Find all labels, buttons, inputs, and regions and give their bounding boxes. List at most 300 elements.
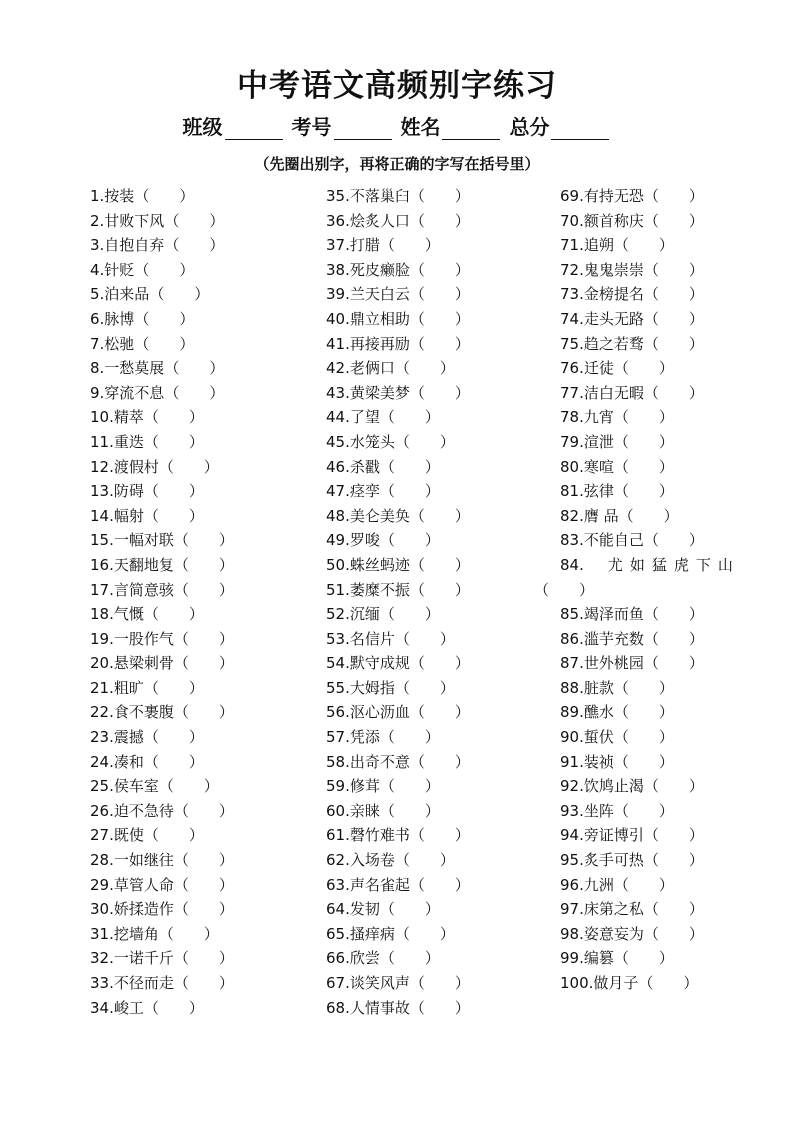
exercise-word: 83.不能自己 — [560, 531, 644, 550]
answer-parentheses[interactable]: （ ） — [149, 285, 210, 304]
exercise-word: 12.渡假村 — [90, 457, 159, 476]
answer-parentheses[interactable]: （ ） — [158, 777, 219, 796]
answer-parentheses[interactable]: （ ） — [173, 974, 234, 992]
exercise-word: 71.追朔 — [560, 236, 614, 255]
exercise-word: 60.亲睐 — [326, 801, 380, 820]
exercise-word: 99.编篡 — [560, 949, 614, 968]
answer-parentheses[interactable]: （ ） — [409, 974, 470, 992]
exercise-item — [326, 356, 556, 381]
answer-parentheses[interactable]: （ ） — [143, 605, 204, 624]
answer-parentheses[interactable]: （ ） — [173, 875, 234, 894]
answer-parentheses[interactable]: （ ） — [143, 752, 204, 771]
score-blank[interactable] — [551, 119, 609, 140]
answer-parentheses[interactable]: （ ） — [643, 851, 704, 870]
exercise-item — [326, 528, 556, 553]
answer-parentheses[interactable]: （ ） — [143, 506, 204, 525]
answer-parentheses[interactable]: （ ） — [409, 285, 470, 304]
answer-parentheses[interactable]: （ ） — [173, 580, 234, 599]
answer-parentheses[interactable]: （ ） — [613, 482, 674, 501]
exercise-item — [560, 725, 790, 750]
exercise-item — [560, 233, 790, 258]
exercise-word: 22.食不裹腹 — [90, 703, 174, 722]
exercise-word: 38.死皮癞脸 — [326, 260, 410, 279]
answer-parentheses[interactable]: （ ） — [143, 408, 204, 427]
exercise-item — [90, 578, 320, 603]
exercise-word: 29.草管人命 — [90, 875, 174, 894]
exercise-word: 86.滥芋充数 — [560, 629, 644, 648]
exercise-item — [90, 996, 320, 1021]
exercise-word: 65.搔痒病 — [326, 924, 395, 943]
answer-parentheses[interactable]: （ ） — [164, 236, 225, 255]
answer-parentheses[interactable]: （ ） — [643, 285, 704, 304]
exercise-item — [560, 602, 790, 627]
exercise-word: 41.再接再励 — [326, 334, 410, 353]
exercise-item — [326, 774, 556, 799]
exercise-item — [326, 996, 556, 1021]
answer-parentheses[interactable]: （ ） — [379, 236, 440, 255]
exercise-word: 35.不落巢臼 — [326, 187, 410, 205]
exercise-word: 1.按装 — [90, 187, 135, 205]
answer-parentheses[interactable]: （ ） — [143, 728, 204, 747]
exercise-word: 97.床第之私 — [560, 900, 644, 919]
answer-parentheses[interactable]: （ ） — [173, 531, 234, 550]
exercise-word: 98.姿意妄为 — [560, 924, 644, 943]
answer-parentheses[interactable]: （ ） — [173, 949, 234, 968]
exercise-item — [560, 307, 790, 332]
answer-parentheses[interactable]: （ ） — [143, 482, 204, 501]
answer-parentheses[interactable]: （ ） — [379, 900, 440, 919]
exercise-word: 49.罗唆 — [326, 531, 380, 550]
exercise-item — [90, 676, 320, 701]
exercise-word: 7.松驰 — [90, 334, 135, 353]
exercise-item — [90, 258, 320, 283]
answer-parentheses[interactable]: （ ） — [409, 998, 470, 1017]
exercise-item — [326, 332, 556, 357]
exercise-item — [90, 750, 320, 775]
exercise-item — [560, 627, 790, 652]
answer-parentheses[interactable]: （ ） — [173, 801, 234, 820]
answer-parentheses[interactable]: （ ） — [379, 531, 440, 550]
exercise-item — [90, 528, 320, 553]
answer-parentheses[interactable]: （ ） — [173, 900, 234, 919]
exercise-word: 74.走头无路 — [560, 309, 644, 328]
exercise-word: 32.一诺千斤 — [90, 949, 174, 968]
answer-parentheses[interactable]: （ ） — [409, 309, 470, 328]
exercise-item — [90, 184, 320, 209]
answer-parentheses[interactable]: （ ） — [173, 654, 234, 673]
exercise-item — [560, 405, 790, 430]
exercise-item — [560, 823, 790, 848]
exercise-word: 55.大姆指 — [326, 678, 395, 697]
answer-parentheses[interactable]: （ ） — [379, 605, 440, 624]
answer-parentheses[interactable]: （ ） — [173, 851, 234, 870]
exercise-item — [90, 209, 320, 234]
answer-parentheses[interactable]: （ ） — [534, 580, 595, 599]
answer-parentheses[interactable]: （ ） — [394, 851, 455, 870]
exercise-word: 28.一如继往 — [90, 851, 174, 870]
answer-parentheses[interactable]: （ ） — [409, 506, 470, 525]
exercise-item — [326, 750, 556, 775]
exercise-word: 52.沉缅 — [326, 605, 380, 624]
exercise-word: 47.痉孪 — [326, 482, 380, 501]
exercise-word: 53.名信片 — [326, 629, 395, 648]
exercise-word: 42.老俩口 — [326, 359, 395, 378]
exercise-item — [326, 823, 556, 848]
exercise-item — [560, 774, 790, 799]
answer-parentheses-line — [534, 578, 790, 603]
exercise-item — [90, 233, 320, 258]
exercise-item — [326, 209, 556, 234]
answer-parentheses[interactable]: （ ） — [613, 457, 674, 476]
exercise-word: 37.打腊 — [326, 236, 380, 255]
answer-parentheses[interactable]: （ ） — [638, 974, 699, 992]
answer-parentheses[interactable]: （ ） — [158, 924, 219, 943]
answer-parentheses[interactable]: （ ） — [143, 678, 204, 697]
exercise-item — [560, 873, 790, 898]
answer-parentheses[interactable]: （ ） — [613, 678, 674, 697]
answer-parentheses[interactable]: （ ） — [409, 875, 470, 894]
exercise-word: 40.鼎立相助 — [326, 309, 410, 328]
answer-parentheses[interactable]: （ ） — [613, 703, 674, 722]
exercise-word: 26.迫不急待 — [90, 801, 174, 820]
exercise-item — [326, 455, 556, 480]
exercise-word: 5.泊来品 — [90, 285, 150, 304]
exercise-item — [90, 553, 320, 578]
answer-parentheses[interactable]: （ ） — [394, 432, 455, 451]
exercise-item — [560, 946, 790, 971]
answer-parentheses[interactable]: （ ） — [379, 482, 440, 501]
exercise-item — [560, 971, 790, 996]
answer-parentheses[interactable]: （ ） — [643, 826, 704, 845]
answer-parentheses[interactable]: （ ） — [379, 801, 440, 820]
answer-parentheses[interactable]: （ ） — [613, 408, 674, 427]
exercise-word: 54.默守成规 — [326, 654, 410, 673]
exercise-item — [326, 405, 556, 430]
exercise-item — [326, 873, 556, 898]
answer-parentheses[interactable]: （ ） — [409, 752, 470, 771]
answer-parentheses[interactable]: （ ） — [643, 777, 704, 796]
exercise-item — [326, 479, 556, 504]
exercise-item — [326, 700, 556, 725]
answer-parentheses[interactable]: （ ） — [134, 309, 195, 328]
exercise-word: 73.金榜提名 — [560, 285, 644, 304]
column-3 — [534, 184, 790, 996]
answer-parentheses[interactable]: （ ） — [143, 432, 204, 451]
exercise-word: 79.渲泄 — [560, 432, 614, 451]
answer-parentheses[interactable]: （ ） — [409, 211, 470, 230]
exercise-item — [326, 725, 556, 750]
answer-parentheses[interactable]: （ ） — [643, 334, 704, 353]
exercise-word: 16.天翻地复 — [90, 555, 174, 574]
exercise-item — [560, 799, 790, 824]
answer-parentheses[interactable]: （ ） — [134, 260, 195, 279]
exam-no-label: 考号 — [291, 115, 332, 139]
exercise-item — [560, 528, 790, 553]
exercise-item — [326, 258, 556, 283]
exercise-word: 14.幅射 — [90, 506, 144, 525]
answer-parentheses[interactable]: （ ） — [379, 777, 440, 796]
exercise-word: 77.洁白无暇 — [560, 383, 644, 402]
exercise-item — [326, 848, 556, 873]
exercise-word: 70.额首称庆 — [560, 211, 644, 230]
exercise-word: 24.凑和 — [90, 752, 144, 771]
answer-parentheses[interactable]: （ ） — [643, 654, 704, 673]
exercise-item — [326, 602, 556, 627]
answer-parentheses[interactable]: （ ） — [158, 457, 219, 476]
exercise-item — [90, 504, 320, 529]
exercise-word: 96.九洲 — [560, 875, 614, 894]
exercise-item — [560, 897, 790, 922]
exercise-word: 57.凭添 — [326, 728, 380, 747]
answer-parentheses[interactable]: （ ） — [409, 187, 470, 205]
exercise-word: 72.鬼鬼崇崇 — [560, 260, 644, 279]
exercise-item — [90, 971, 320, 996]
instruction: （先圈出别字，再将正确的字写在括号里） — [254, 155, 540, 173]
exercise-word: 44.了望 — [326, 408, 380, 427]
exercise-item — [326, 553, 556, 578]
exercise-item — [560, 258, 790, 283]
answer-parentheses[interactable]: （ ） — [613, 949, 674, 968]
exercise-item — [326, 946, 556, 971]
answer-parentheses[interactable]: （ ） — [409, 703, 470, 722]
answer-parentheses[interactable]: （ ） — [379, 728, 440, 747]
answer-parentheses[interactable]: （ ） — [613, 728, 674, 747]
answer-parentheses[interactable]: （ ） — [643, 900, 704, 919]
exercise-word: 66.欣尝 — [326, 949, 380, 968]
exercise-word: 88.脏款 — [560, 678, 614, 697]
name-label: 姓名 — [400, 115, 441, 139]
score-label: 总分 — [509, 115, 550, 139]
exercise-item — [90, 823, 320, 848]
exercise-word: 4.针贬 — [90, 260, 135, 279]
exercise-word: 100.做月子 — [560, 974, 639, 992]
exam-no-blank[interactable] — [334, 119, 392, 140]
answer-parentheses[interactable]: （ ） — [379, 408, 440, 427]
exercise-item — [326, 233, 556, 258]
answer-parentheses[interactable]: （ ） — [394, 924, 455, 943]
exercise-word: 19.一股作气 — [90, 629, 174, 648]
answer-parentheses[interactable]: （ ） — [143, 826, 204, 845]
exercise-item — [90, 627, 320, 652]
exercise-item — [90, 922, 320, 947]
exercise-word: 94.旁证博引 — [560, 826, 644, 845]
exercise-item — [90, 799, 320, 824]
exercise-word: 9.穿流不息 — [90, 383, 165, 402]
exercise-item — [326, 504, 556, 529]
page-title: 中考语文高频别字练习 — [237, 68, 557, 104]
exercise-word: 64.发韧 — [326, 900, 380, 919]
exercise-item — [90, 774, 320, 799]
answer-parentheses[interactable]: （ ） — [134, 334, 195, 353]
answer-parentheses[interactable]: （ ） — [643, 309, 704, 328]
answer-parentheses[interactable]: （ ） — [643, 187, 704, 205]
exercise-word: 30.娇揉造作 — [90, 900, 174, 919]
exercise-item — [90, 282, 320, 307]
exercise-word: 23.震撼 — [90, 728, 144, 747]
answer-parentheses[interactable]: （ ） — [613, 432, 674, 451]
student-info-line — [0, 111, 794, 140]
exercise-word: 17.言简意骇 — [90, 580, 174, 599]
exercise-item — [326, 676, 556, 701]
answer-parentheses[interactable]: （ ） — [618, 506, 679, 525]
answer-parentheses[interactable]: （ ） — [613, 359, 674, 378]
exercise-item — [560, 700, 790, 725]
answer-parentheses[interactable]: （ ） — [613, 801, 674, 820]
answer-parentheses[interactable]: （ ） — [409, 654, 470, 673]
answer-parentheses[interactable]: （ ） — [409, 580, 470, 599]
answer-parentheses[interactable]: （ ） — [173, 703, 234, 722]
exercise-item — [326, 627, 556, 652]
answer-parentheses[interactable]: （ ） — [409, 260, 470, 279]
exercise-item — [90, 455, 320, 480]
exercise-word: 48.美仑美奂 — [326, 506, 410, 525]
exercise-item — [560, 184, 790, 209]
exercise-item — [560, 332, 790, 357]
exercise-item — [560, 676, 790, 701]
exercise-word: 51.萎糜不振 — [326, 580, 410, 599]
exercise-word: 82.膺 品 — [560, 506, 619, 525]
answer-parentheses[interactable]: （ ） — [164, 359, 225, 378]
answer-parentheses[interactable]: （ ） — [643, 924, 704, 943]
exercise-word: 6.脉博 — [90, 309, 135, 328]
exercise-word: 85.竭泽而鱼 — [560, 605, 644, 624]
exercise-word: 18.气慨 — [90, 605, 144, 624]
exercise-word: 93.坐阵 — [560, 801, 614, 820]
answer-parentheses[interactable]: （ ） — [394, 629, 455, 648]
exercise-item — [90, 725, 320, 750]
exercise-word: 34.峻工 — [90, 998, 144, 1017]
answer-parentheses[interactable]: （ ） — [643, 260, 704, 279]
exercise-word: 78.九宵 — [560, 408, 614, 427]
exercise-word: 8.一愁莫展 — [90, 359, 165, 378]
class-blank[interactable] — [225, 119, 283, 140]
exercise-word: 11.重迭 — [90, 432, 144, 451]
exercise-item — [90, 356, 320, 381]
exercise-word: 2.甘败下风 — [90, 211, 165, 230]
answer-parentheses[interactable]: （ ） — [643, 629, 704, 648]
exercise-item — [560, 922, 790, 947]
answer-parentheses[interactable]: （ ） — [394, 678, 455, 697]
name-blank[interactable] — [442, 119, 500, 140]
exercise-item — [560, 750, 790, 775]
exercise-item — [90, 700, 320, 725]
answer-parentheses[interactable]: （ ） — [164, 211, 225, 230]
exercise-word: 90.蜇伏 — [560, 728, 614, 747]
exercise-word: 33.不径而走 — [90, 974, 174, 992]
answer-parentheses[interactable]: （ ） — [134, 187, 195, 205]
answer-parentheses[interactable]: （ ） — [164, 383, 225, 402]
exercise-item — [560, 504, 790, 529]
exercise-word: 84. 尤如猛虎下山 — [560, 555, 740, 574]
exercise-word: 80.寒喧 — [560, 457, 614, 476]
exercise-word: 15.一幅对联 — [90, 531, 174, 550]
answer-parentheses[interactable]: （ ） — [613, 875, 674, 894]
exercise-word: 10.精萃 — [90, 408, 144, 427]
answer-parentheses[interactable]: （ ） — [613, 236, 674, 255]
exercise-item — [326, 282, 556, 307]
exercise-word: 3.自抱自弃 — [90, 236, 165, 255]
exercise-item — [560, 381, 790, 406]
exercise-word: 89.醮水 — [560, 703, 614, 722]
exercise-word: 62.入场卷 — [326, 851, 395, 870]
answer-parentheses[interactable]: （ ） — [409, 826, 470, 845]
exercise-word: 46.杀戳 — [326, 457, 380, 476]
answer-parentheses[interactable]: （ ） — [173, 555, 234, 574]
answer-parentheses[interactable]: （ ） — [409, 334, 470, 353]
exercise-item — [326, 799, 556, 824]
exercise-item — [560, 651, 790, 676]
exercise-item — [560, 848, 790, 873]
exercise-item — [90, 381, 320, 406]
exercise-item — [560, 356, 790, 381]
exercise-item — [326, 922, 556, 947]
exercise-item — [90, 897, 320, 922]
exercise-item — [560, 282, 790, 307]
exercise-item — [90, 405, 320, 430]
exercise-word: 69.有持无恐 — [560, 187, 644, 205]
answer-parentheses[interactable]: （ ） — [613, 752, 674, 771]
exercise-item — [560, 430, 790, 455]
exercise-word: 45.水笼头 — [326, 432, 395, 451]
exercise-item — [90, 430, 320, 455]
exercise-word: 63.声名雀起 — [326, 875, 410, 894]
exercise-item — [560, 553, 790, 578]
exercise-item — [326, 897, 556, 922]
answer-parentheses[interactable]: （ ） — [143, 998, 204, 1017]
exercise-word: 39.兰天白云 — [326, 285, 410, 304]
column-2 — [326, 184, 556, 1020]
answer-parentheses[interactable]: （ ） — [643, 211, 704, 230]
exercise-word: 76.迁徒 — [560, 359, 614, 378]
answer-parentheses[interactable]: （ ） — [394, 359, 455, 378]
exercise-word: 67.谈笑风声 — [326, 974, 410, 992]
answer-parentheses[interactable]: （ ） — [173, 629, 234, 648]
answer-parentheses[interactable]: （ ） — [643, 383, 704, 402]
class-label: 班级 — [182, 115, 223, 139]
exercise-item — [560, 209, 790, 234]
exercise-word: 81.弦律 — [560, 482, 614, 501]
exercise-item — [90, 946, 320, 971]
answer-parentheses[interactable]: （ ） — [379, 457, 440, 476]
exercise-word: 20.悬梁刺骨 — [90, 654, 174, 673]
exercise-item — [326, 578, 556, 603]
exercise-item — [326, 307, 556, 332]
exercise-item — [90, 479, 320, 504]
exercise-word: 91.装祯 — [560, 752, 614, 771]
answer-parentheses[interactable]: （ ） — [643, 531, 704, 550]
answer-parentheses[interactable]: （ ） — [643, 605, 704, 624]
exercise-item — [326, 651, 556, 676]
exercise-word: 21.粗旷 — [90, 678, 144, 697]
exercise-word: 87.世外桃园 — [560, 654, 644, 673]
answer-parentheses[interactable]: （ ） — [409, 383, 470, 402]
exercise-word: 58.出奇不意 — [326, 752, 410, 771]
answer-parentheses[interactable]: （ ） — [409, 555, 470, 574]
exercise-word: 95.炙手可热 — [560, 851, 644, 870]
column-1 — [90, 184, 320, 1020]
answer-parentheses[interactable]: （ ） — [379, 949, 440, 968]
exercise-word: 25.侯车室 — [90, 777, 159, 796]
exercise-word: 92.饮鸠止渴 — [560, 777, 644, 796]
exercise-word: 75.趋之若骛 — [560, 334, 644, 353]
exercise-item — [326, 430, 556, 455]
exercise-item — [326, 381, 556, 406]
exercise-item — [90, 651, 320, 676]
exercise-item — [90, 602, 320, 627]
exercise-word: 50.蛛丝蚂迹 — [326, 555, 410, 574]
exercise-word: 59.修茸 — [326, 777, 380, 796]
exercise-word: 36.烩炙人口 — [326, 211, 410, 230]
